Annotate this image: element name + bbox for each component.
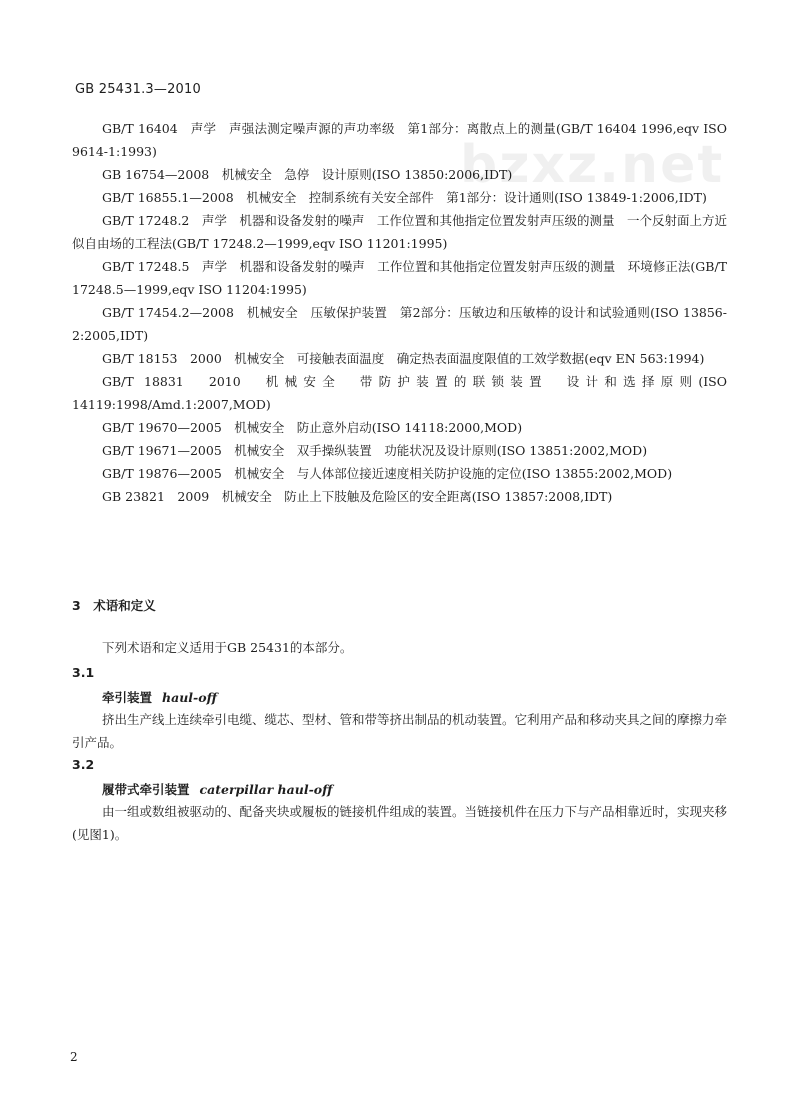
section-intro: 下列术语和定义适用于GB 25431的本部分。: [102, 640, 353, 655]
reference-entry: GB/T 16855.1—2008 机械安全 控制系统有关安全部件 第1部分：设计通则(ISO 13849-1:2006,IDT): [102, 190, 707, 205]
reference-entry: GB/T 19670—2005 机械安全 防止意外启动(ISO 14118:2000,MOD): [102, 420, 523, 435]
term-definition: 由一组或数组被驱动的、配备夹块或履板的链接机件组成的装置。当链接机件在压力下与产品相靠近时，实现夹移(见图1)。: [72, 804, 728, 842]
reference-entry: GB/T 18153 2000 机械安全 可接触表面温度 确定热表面温度限值的工效学数据(eqv EN 563:1994): [102, 351, 705, 366]
reference-entry: GB/T 17454.2—2008 机械安全 压敏保护装置 第2部分：压敏边和压敏棒的设计和试验通则(ISO 13856-2:2005,IDT): [72, 305, 727, 343]
reference-entry: GB/T 19671—2005 机械安全 双手操纵装置 功能状况及设计原则(ISO 13851:2002,MOD): [102, 443, 648, 458]
page-number: 2: [70, 1050, 78, 1064]
term-title: [102, 688, 727, 706]
reference-entry: GB/T 17248.5 声学 机器和设备发射的噪声 工作位置和其他指定位置发射声压级的测量 环境修正法(GB/T 17248.5—1999,eqv ISO 11204:1995): [72, 259, 727, 297]
watermark: bzxz.net: [460, 135, 725, 195]
reference-entry: GB 16754—2008 机械安全 急停 设计原则(ISO 13850:2006,IDT): [102, 167, 513, 182]
term-number: 3.2: [72, 757, 95, 772]
term-title-zh: 履带式牵引装置: [102, 782, 190, 797]
term-number: 3.1: [72, 665, 95, 680]
standard-header: GB 25431.3—2010: [75, 82, 201, 97]
reference-entry: GB 23821 2009 机械安全 防止上下肢触及危险区的安全距离(ISO 13857:2008,IDT): [102, 489, 613, 504]
term-title: [102, 780, 727, 798]
term-title-en: haul-off: [162, 690, 217, 705]
term-title-zh: 牵引装置: [102, 690, 153, 705]
reference-entry: GB/T 16404 声学 声强法测定噪声源的声功率级 第1部分：离散点上的测量(GB/T 16404 1996,eqv ISO 9614-1:1993): [72, 121, 727, 159]
term-definition: 挤出生产线上连续牵引电缆、缆芯、型材、管和带等挤出制品的机动装置。它利用产品和移动夹具之间的摩擦力牵引产品。: [72, 712, 728, 750]
reference-entry: GB/T 17248.2 声学 机器和设备发射的噪声 工作位置和其他指定位置发射声压级的测量 一个反射面上方近似自由场的工程法(GB/T 17248.2—1999,eqv ISO 11201:1995): [72, 213, 727, 251]
section-heading: 3 术语和定义: [72, 598, 156, 613]
normative-references-list: [72, 117, 727, 508]
term-title-en: caterpillar haul-off: [199, 782, 333, 797]
reference-entry: GB/T 18831 2010 机械安全 带防护装置的联锁装置 设计和选择原则(ISO 14119:1998/Amd.1:2007,MOD): [72, 374, 727, 412]
reference-entry: GB/T 19876—2005 机械安全 与人体部位接近速度相关防护设施的定位(ISO 13855:2002,MOD): [102, 466, 673, 481]
